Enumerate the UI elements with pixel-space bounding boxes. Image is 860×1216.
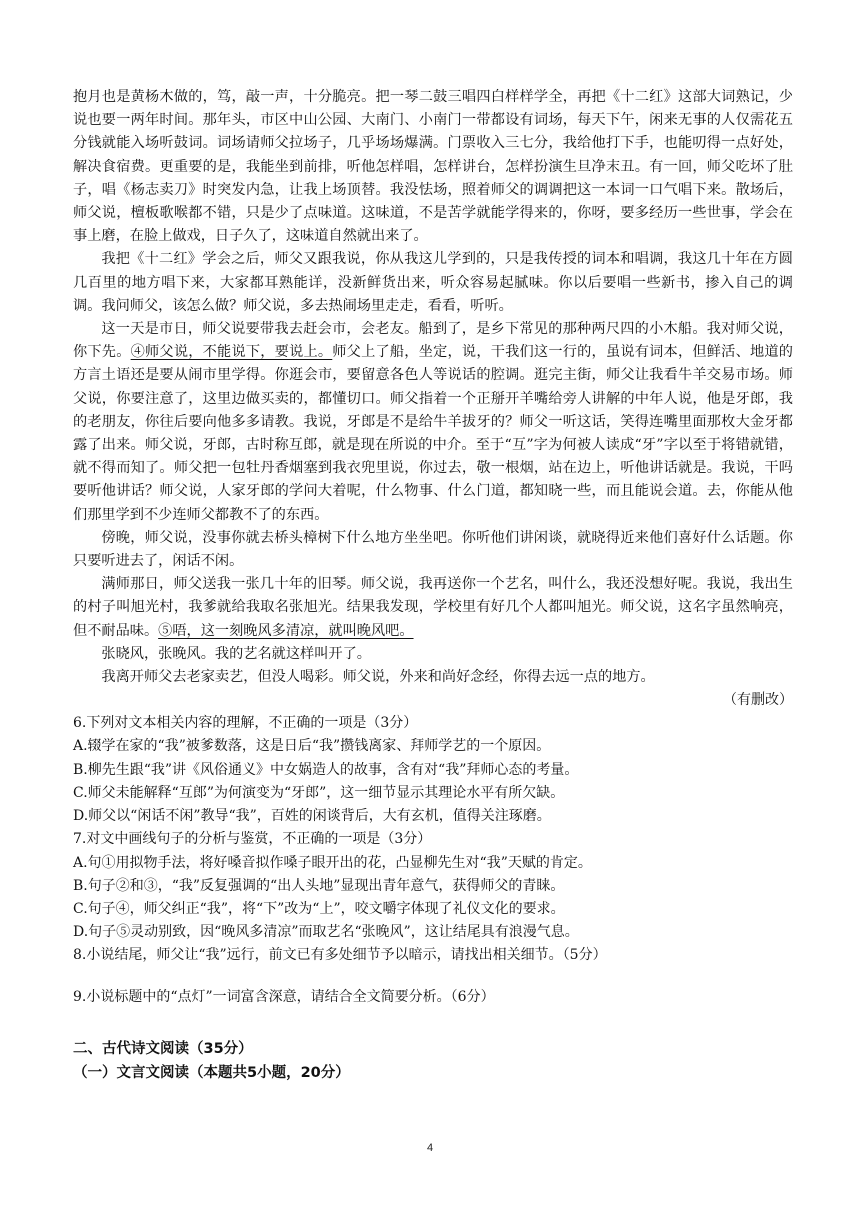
question-6-option-c: C.师父未能解释“互郎”为何演变为“牙郎”，这一细节显示其理论水平有所欠缺。 (73, 784, 565, 801)
question-7-stem: 7.对文中画线句子的分析与鉴赏，不正确的一项是（3分） (73, 831, 432, 848)
question-6-option-d: D.师父以“闲话不闲”教导“我”，百姓的闲谈背后，大有玄机，值得关注琢磨。 (73, 808, 551, 825)
story-paragraph-7: 我离开师父去老家卖艺，但没人喝彩。师父说，外来和尚好念经，你得去远一点的地方。 (101, 669, 655, 686)
source-note: （有删改） (723, 692, 793, 709)
question-9: 9.小说标题中的“点灯”一词富含深意，请结合全文简要分析。（6分） (73, 988, 495, 1005)
story-paragraph-5 (73, 573, 793, 643)
question-7-option-b: B.句子②和③，“我”反复强调的“出人头地”显现出青年意气，获得师父的青睐。 (73, 877, 565, 894)
page-content (73, 86, 793, 1085)
page-number: 4 (426, 1142, 434, 1154)
story-paragraph-4: 傍晚，师父说，没事你就去桥头樟树下什么地方坐坐吧。你听他们讲闲谈，就晓得近来他们喜好什么话题。你只要听进去了，闲话不闲。 (73, 529, 793, 570)
answer-space-9 (73, 1009, 793, 1037)
question-8: 8.小说结尾，师父让“我”远行，前文已有多处细节予以暗示，请找出相关细节。（5分） (73, 947, 607, 964)
question-6-option-a: A.辍学在家的“我”被爹数落，这是日后“我”攒钱离家、拜师学艺的一个原因。 (73, 738, 551, 755)
story-paragraph-3 (73, 318, 793, 527)
question-7-option-a: A.句①用拟物手法，将好嗓音拟作嗓子眼开出的花，凸显柳先生对“我”天赋的肯定。 (73, 854, 592, 871)
story-paragraph-1: 抱月也是黄杨木做的，笃，敲一声，十分脆亮。把一琴二鼓三唱四白样样学全，再把《十二红》这部大词熟记，少说也要一两年时间。那年头，市区中山公园、大南门、小南门一带都设有词场，每天下午，闲来无事的人仅需花五分钱就能入场听鼓词。词场请师父拉场子，几乎场场爆满。门票收入三七分，我给他打下手，也能叨得一点好处，解决食宿费。更重要的是，我能坐到前排，听他怎样唱，怎样讲台，怎样扮演生旦净末丑。有一回，师父吃坏了肚子，唱《杨志卖刀》时突发内急，让我上场顶替。我没怯场，照着师父的调调把这一本词一口气唱下来。散场后，师父说，檀板歌喉都不错，只是少了点味道。这味道，不是苦学就能学得来的，你呀，要多经历一些世事，学会在事上磨，在脸上做戏，日子久了，这味道自然就出来了。 (73, 89, 793, 245)
question-7-option-c: C.句子④，师父纠正“我”，将“下”改为“上”，咬文嚼字体现了礼仪文化的要求。 (73, 900, 565, 917)
story-paragraph-5-part-a: 满师那日，师父送我一张几十年的旧琴。师父说，我再送你一个艺名，叫什么，我还没想好呢。我说，我出生的村子叫旭光村，我爹就给我取名张旭光。结果我发现，学校里有好几个人都叫旭光。师父说，这名字虽然响亮，但不耐品味。 (73, 576, 793, 639)
section-2-subheading: （一）文言文阅读（本题共5小题，20分） (73, 1064, 350, 1081)
story-paragraph-3-part-b: 师父上了船，坐定，说，干我们这一行的，虽说有词本，但鲜活、地道的方言土语还是要从闹市里学得。你逛会市，要留意各色人等说话的腔调。逛完主街，师父让我看牛羊交易市场。师父说，你要注意了，这里边做买卖的，都懂切口。师父指着一个正掰开羊嘴给旁人讲解的中年人说，他是牙郎，我的老朋友，你往后要向他多多请教。我说，牙郎是不是给牛羊拔牙的？师父一听这话，笑得连嘴里面那枚大金牙都露了出来。师父说，牙郎，古时称互郎，就是现在所说的中介。至于“互”字为何被人读成“牙”字以至于将错就错，就不得而知了。师父把一包牡丹香烟塞到我衣兜里说，你过去，敬一根烟，站在边上，听他讲话就是。我说，干吗要听他讲话？师父说，人家牙郎的学问大着呢，什么物事、什么门道，都知晓一些，而且能说会道。去，你能从他们那里学到不少连师父都教不了的东西。 (73, 344, 793, 523)
answer-space-8 (73, 968, 793, 986)
story-paragraph-2: 我把《十二红》学会之后，师父又跟我说，你从我这儿学到的，只是我传授的词本和唱调，我这几十年在方圆几百里的地方唱下来，大家都耳熟能详，没新鲜货出来，听众容易起腻味。你以后要唱一些新书，掺入自己的调调。我问师父，该怎么做？师父说，多去热闹场里走走，看看，听听。 (73, 251, 793, 314)
underlined-sentence-4: ④师父说，不能说下，要说上。 (130, 344, 333, 361)
story-paragraph-6: 张晓风，张晚风。我的艺名就这样叫开了。 (101, 645, 371, 662)
question-6-option-b: B.柳先生跟“我”讲《风俗通义》中女娲造人的故事，含有对“我”拜师心态的考量。 (73, 761, 579, 778)
question-6-stem: 6.下列对文本相关内容的理解，不正确的一项是（3分） (73, 715, 418, 732)
story-paragraph-3-part-a: 这一天是市日，师父说要带我去赶会市，会老友。船到了，是乡下常见的那种两尺四的小木船。我对师父说，你下先。 (73, 321, 793, 361)
section-2-heading: 二、古代诗文阅读（35分） (73, 1040, 253, 1057)
underlined-sentence-5: ⑤唔，这一刻晚风多清凉，就叫晚风吧。 (158, 622, 414, 639)
question-7-option-d: D.句子⑤灵动别致，因“晚风多清凉”而取艺名“张晚风”，这让结尾具有浪漫气息。 (73, 924, 579, 941)
